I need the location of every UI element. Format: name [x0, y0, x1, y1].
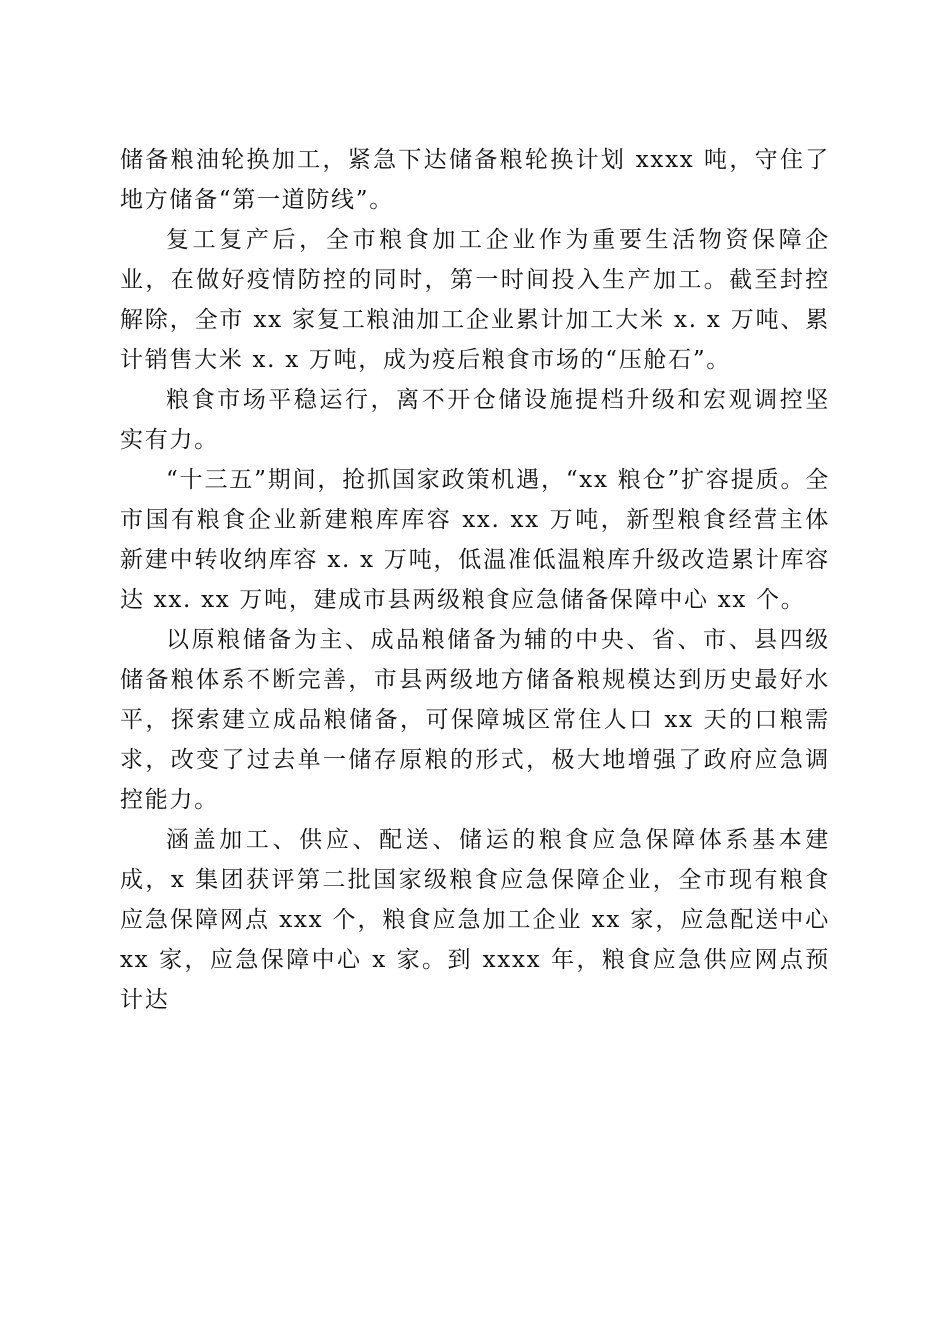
paragraph-5: 以原粮储备为主、成品粮储备为辅的中央、省、市、县四级储备粮体系不断完善，市县两级地方储备粮规模达到历史最好水平，探索建立成品粮储备，可保障城区常住人口 xx 天的口粮需求，改变了过去单一储存原粮的形式，极大地增强了政府应急调控能力。 [120, 627, 830, 813]
paragraph-2: 复工复产后，全市粮食加工企业作为重要生活物资保障企业，在做好疫情防控的同时，第一时间投入生产加工。截至封控解除，全市 xx 家复工粮油加工企业累计加工大米 x. x 万吨、累计销售大米 x. x 万吨，成为疫后粮食市场的“压舱石”。 [120, 227, 830, 373]
paragraph-3: 粮食市场平稳运行，离不开仓储设施提档升级和宏观调控坚实有力。 [120, 387, 830, 453]
paragraph-1: 储备粮油轮换加工，紧急下达储备粮轮换计划 xxxx 吨，守住了地方储备“第一道防线”。 [120, 147, 830, 213]
paragraph-6: 涵盖加工、供应、配送、储运的粮食应急保障体系基本建成，x 集团获评第二批国家级粮食应急保障企业，全市现有粮食应急保障网点 xxx 个，粮食应急加工企业 xx 家，应急配送中心 xx 家，应急保障中心 x 家。到 xxxx 年，粮食应急供应网点预计达 [120, 827, 830, 1013]
paragraph-4: “十三五”期间，抢抓国家政策机遇，“xx 粮仓”扩容提质。全市国有粮食企业新建粮库库容 xx. xx 万吨，新型粮食经营主体新建中转收纳库容 x. x 万吨，低温准低温粮库升级改造累计库容达 xx. xx 万吨，建成市县两级粮食应急储备保障中心 xx 个。 [120, 467, 830, 613]
document-body [120, 140, 830, 1020]
